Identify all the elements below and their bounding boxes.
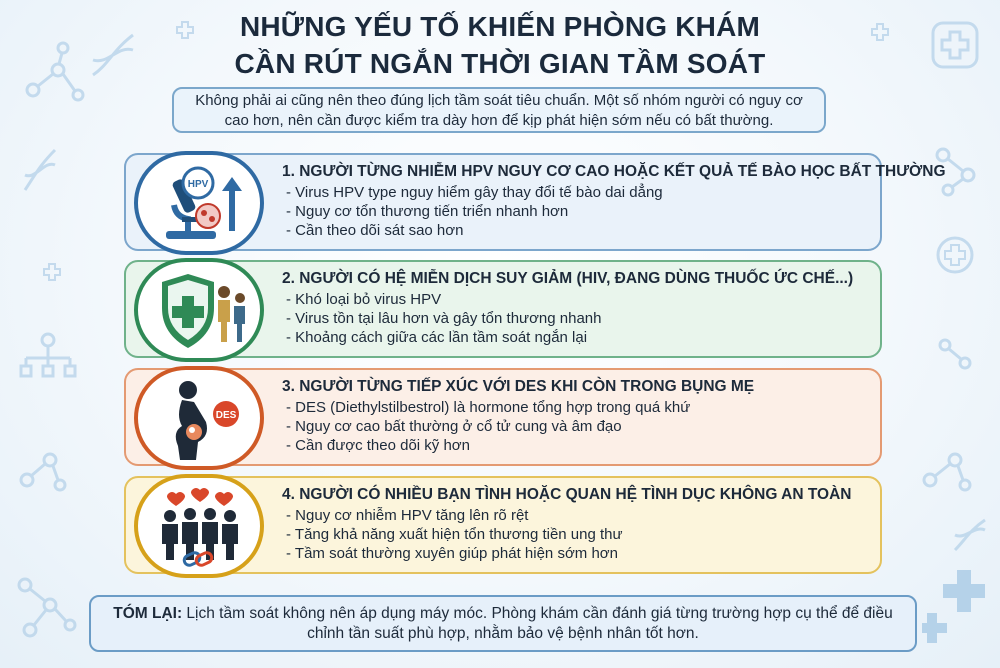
pregnant-woman-icon — [148, 376, 252, 462]
list-item: - Nguy cơ nhiễm HPV tăng lên rõ rệt — [286, 506, 623, 525]
microscope-icon — [148, 161, 252, 247]
list-item: - DES (Diethylstilbestrol) là hormone tổng hợp trong quá khứ — [286, 398, 690, 417]
list-item: - Virus tồn tại lâu hơn và gây tổn thương nhanh — [286, 309, 601, 328]
list-item: - Tầm soát thường xuyên giúp phát hiện sớm hơn — [286, 544, 623, 563]
list-item: - Nguy cơ tổn thương tiến triển nhanh hơn — [286, 202, 663, 221]
intro-box: Không phải ai cũng nên theo đúng lịch tầm soát tiêu chuẩn. Một số nhóm người có nguy cơ cao hơn, nên cần được kiểm tra dày hơn để kịp phát hiện sớm nếu có bất thường. — [172, 87, 826, 133]
risk-card-1-icon-bubble — [134, 151, 264, 255]
title-line-1: NHỮNG YẾU TỐ KHIẾN PHÒNG KHÁM — [239, 11, 761, 42]
hierarchy-icon — [18, 330, 78, 385]
risk-card-2 — [124, 260, 882, 358]
dna-icon — [20, 145, 60, 195]
list-item: - Virus HPV type nguy hiểm gây thay đổi tế bào dai dẳng — [286, 183, 663, 202]
list-item: - Khoảng cách giữa các lần tầm soát ngắn lại — [286, 328, 601, 347]
molecule-icon — [15, 440, 70, 495]
list-item: - Tăng khả năng xuất hiện tổn thương tiền ung thư — [286, 525, 623, 544]
risk-card-4-heading: 4. NGƯỜI CÓ NHIỀU BẠN TÌNH HOẶC QUAN HỆ TÌNH DỤC KHÔNG AN TOÀN — [282, 486, 852, 503]
risk-card-3-heading: 3. NGƯỜI TỪNG TIẾP XÚC VỚI DES KHI CÒN TRONG BỤNG MẸ — [282, 378, 755, 395]
plus-icon — [42, 262, 62, 282]
medical-cross-icon — [922, 565, 992, 645]
molecule-icon — [915, 435, 975, 495]
dna-icon — [950, 515, 990, 555]
risk-card-3 — [124, 368, 882, 466]
shield-icon — [148, 268, 252, 354]
list-item: - Nguy cơ cao bất thường ở cổ tử cung và âm đạo — [286, 417, 690, 436]
summary-label: TÓM LẠI: — [113, 605, 183, 622]
risk-card-4-list — [286, 506, 623, 563]
risk-card-3-list — [286, 398, 690, 455]
risk-card-1 — [124, 153, 946, 251]
risk-card-1-list — [286, 183, 663, 240]
list-item: - Cần theo dõi sát sao hơn — [286, 221, 663, 240]
risk-card-2-list — [286, 290, 601, 347]
risk-card-3-icon-bubble — [134, 366, 264, 470]
people-link-icon — [148, 484, 252, 570]
list-item: - Cần được theo dõi kỹ hơn — [286, 436, 690, 455]
molecule-icon — [10, 570, 80, 640]
summary-box — [89, 595, 917, 652]
risk-card-2-icon-bubble — [134, 258, 264, 362]
list-item: - Khó loại bỏ virus HPV — [286, 290, 601, 309]
risk-card-4 — [124, 476, 882, 574]
risk-card-2-heading: 2. NGƯỜI CÓ HỆ MIỄN DỊCH SUY GIẢM (HIV, ĐANG DÙNG THUỐC ỨC CHẾ...) — [282, 270, 854, 287]
page-title — [0, 8, 1000, 82]
risk-card-4-icon-bubble — [134, 474, 264, 578]
molecule-icon — [935, 335, 975, 375]
risk-card-1-heading: 1. NGƯỜI TỪNG NHIỄM HPV NGUY CƠ CAO HOẶC KẾT QUẢ TẾ BÀO HỌC BẤT THƯỜNG — [282, 163, 946, 180]
summary-text: Lịch tầm soát không nên áp dụng máy móc. Phòng khám cần đánh giá từng trường hợp cụ thể để điều chỉnh tần suất phù hợp, nhằm bảo vệ bệnh nhân tốt hơn. — [182, 605, 893, 642]
hpv-label: HPV — [187, 179, 209, 190]
des-label: DES — [215, 410, 237, 421]
title-line-2: CẦN RÚT NGẮN THỜI GIAN TẦM SOÁT — [234, 48, 766, 79]
medical-cross-icon — [935, 235, 975, 275]
